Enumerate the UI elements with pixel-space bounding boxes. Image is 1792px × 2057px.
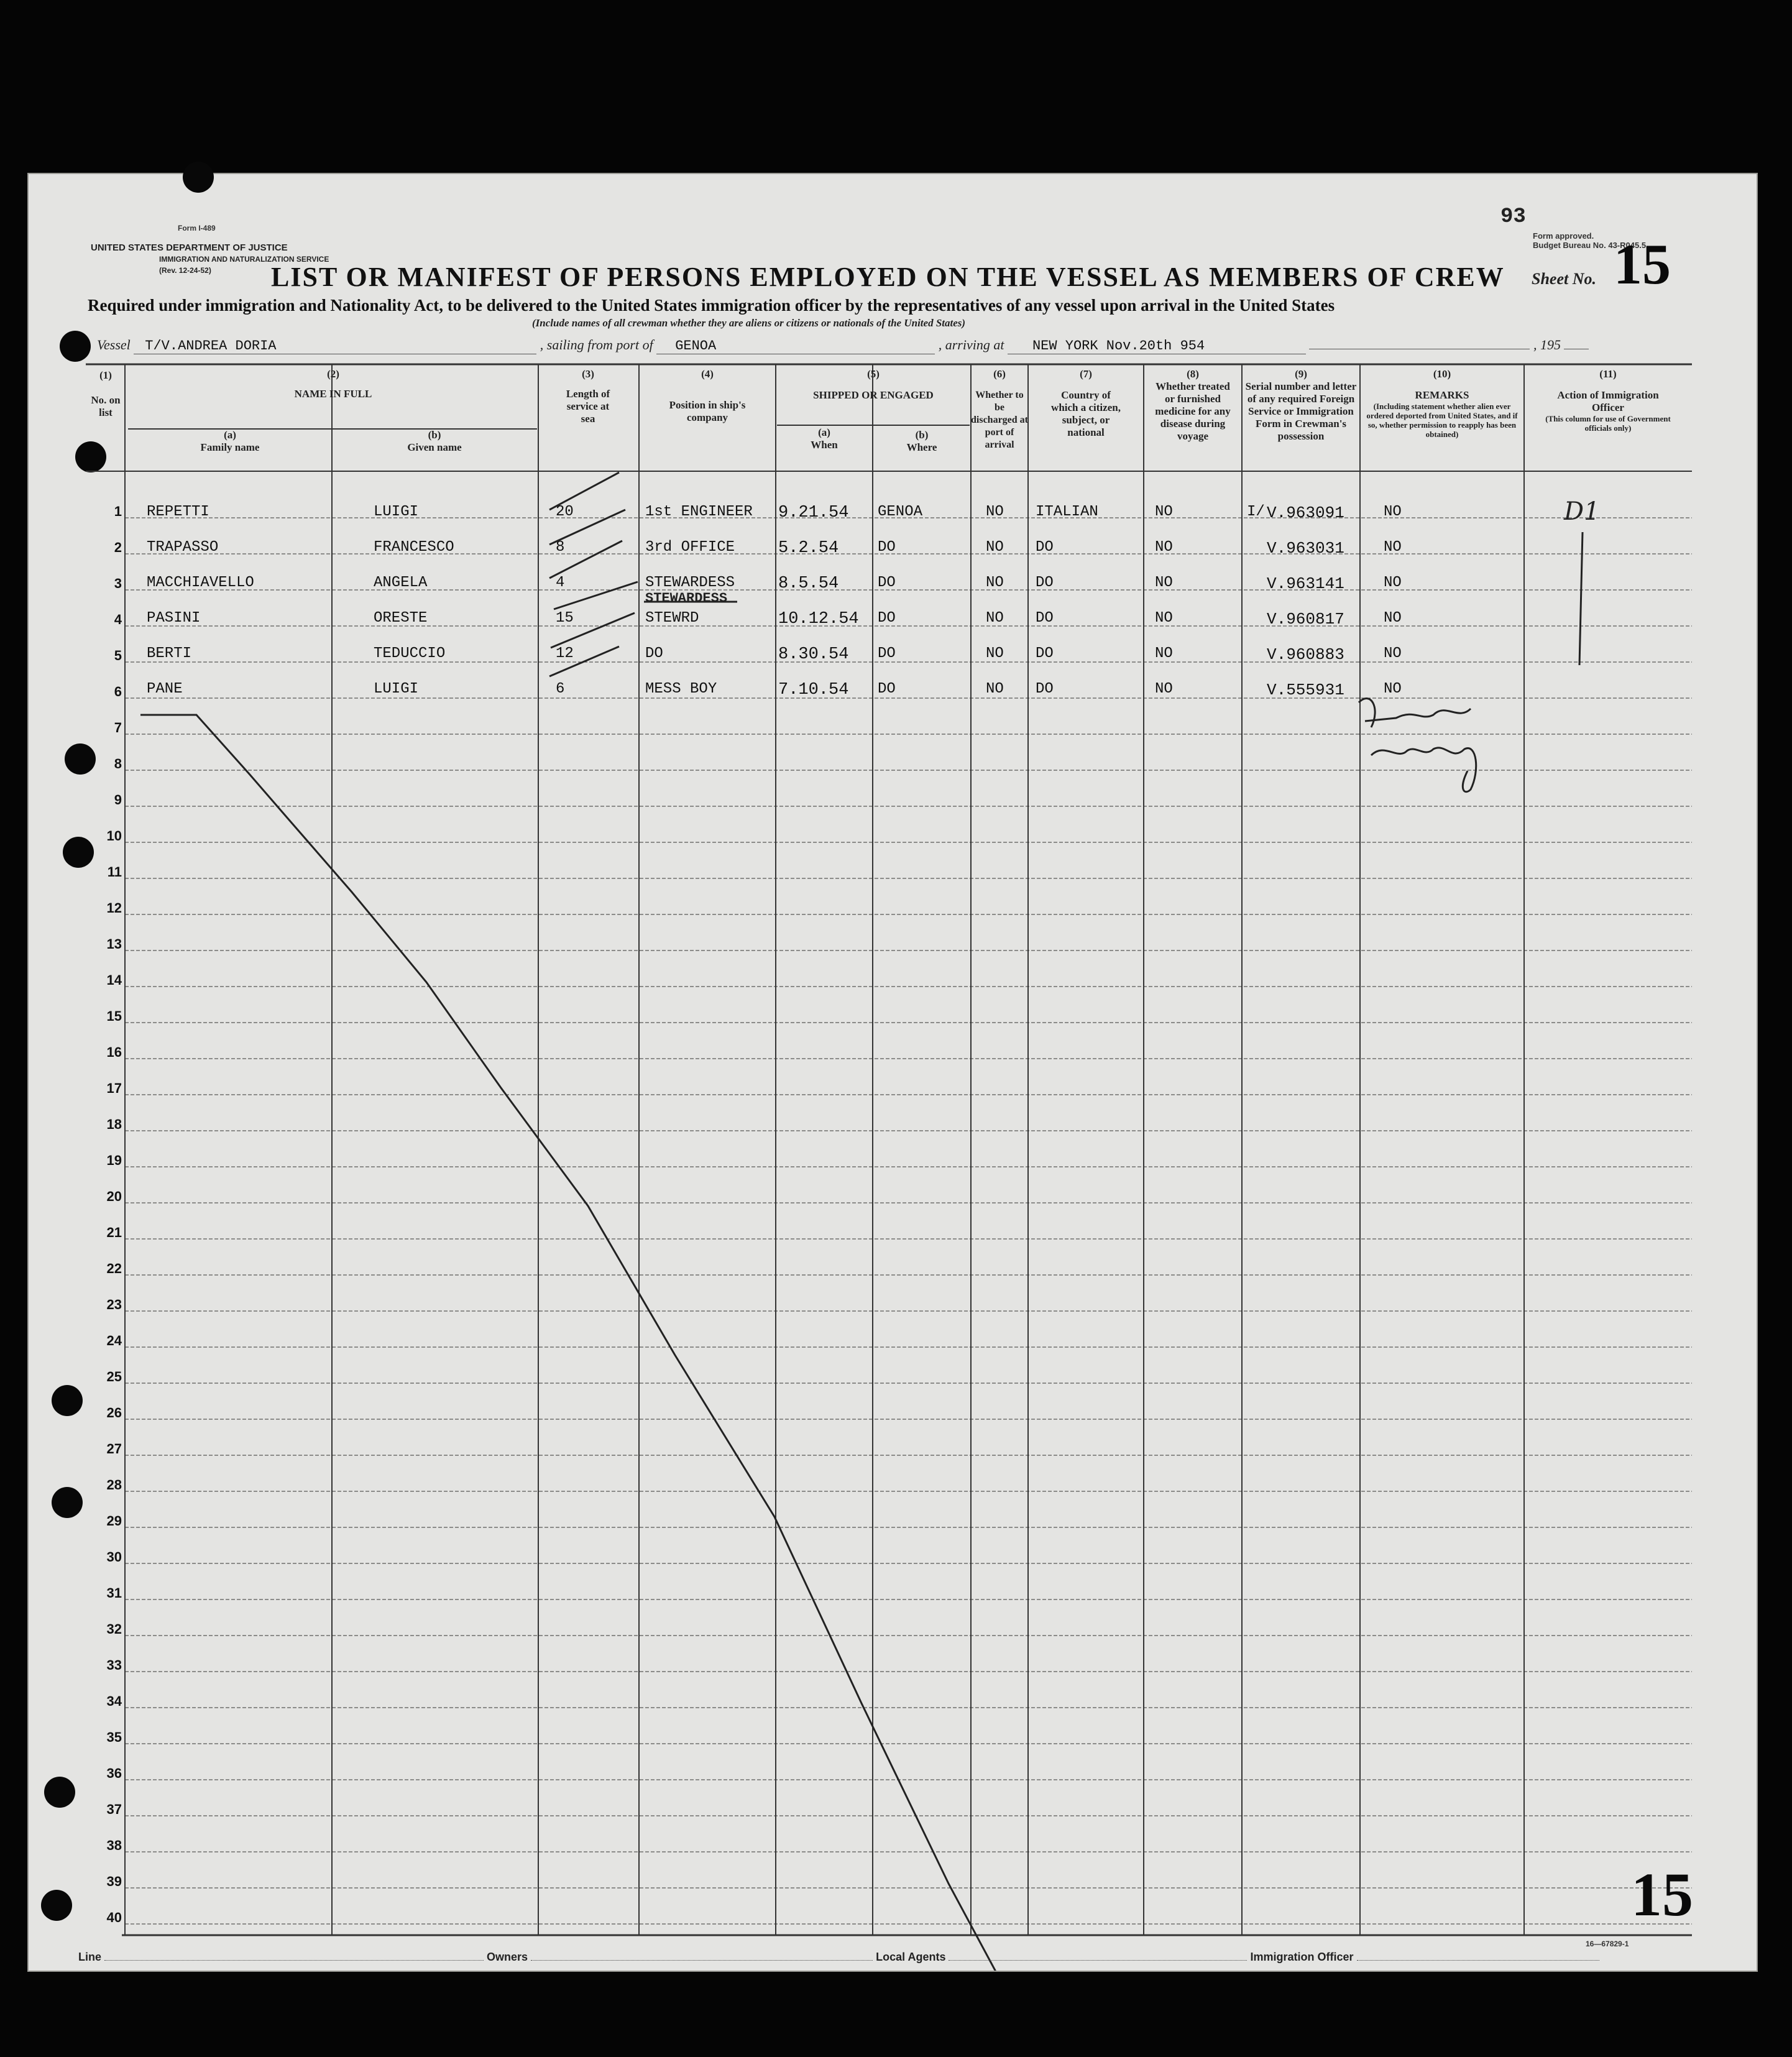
shipped-where: DO	[878, 539, 896, 556]
row-number: 34	[106, 1693, 122, 1709]
country: DO	[1036, 574, 1054, 591]
position: MESS BOY	[645, 681, 717, 697]
serial-number: V.963141	[1267, 574, 1344, 593]
row-number: 2	[114, 540, 122, 555]
footer-owners-label: Owners	[487, 1951, 528, 1963]
include-note: (Include names of all crewman whether they are aliens or citizens or nationals of the United States)	[532, 317, 966, 329]
shipped-when: 8.30.54	[778, 645, 849, 664]
form-approved: Form approved.	[1533, 231, 1594, 241]
discharged: NO	[986, 504, 1004, 520]
service-length: 15	[556, 610, 574, 627]
shipped-where: DO	[878, 681, 896, 697]
serial-prefix: I/	[1247, 504, 1265, 520]
sheet-number: 15	[1614, 232, 1671, 296]
col5b-num: (b)	[915, 429, 929, 441]
serial-number: V.555931	[1267, 681, 1344, 699]
departure-port: GENOA	[656, 338, 935, 354]
row-number: 6	[114, 684, 122, 699]
col7-num: (7)	[1080, 368, 1092, 380]
service-length: 8	[556, 539, 565, 556]
service-length: 12	[556, 645, 574, 662]
col8-num: (8)	[1187, 368, 1199, 380]
col10-num: (10)	[1433, 368, 1451, 380]
remarks: NO	[1384, 539, 1402, 556]
serial-number: V.963031	[1267, 539, 1344, 558]
family-name: MACCHIAVELLO	[147, 574, 254, 591]
service-stroke	[549, 510, 625, 545]
given-name: FRANCESCO	[374, 539, 454, 556]
shipped-where: DO	[878, 610, 896, 627]
footer-officer-label: Immigration Officer	[1250, 1951, 1354, 1963]
service-stroke	[549, 472, 619, 510]
row-number: 28	[106, 1477, 122, 1493]
footer-line-label: Line	[78, 1951, 102, 1963]
row-number: 1	[114, 504, 122, 519]
department-name: UNITED STATES DEPARTMENT OF JUSTICE	[91, 242, 288, 253]
family-name: PANE	[147, 681, 183, 697]
arriving-label: , arriving at	[938, 337, 1004, 352]
vessel-label: Vessel	[97, 337, 131, 352]
col9-num: (9)	[1295, 368, 1307, 380]
row-number: 18	[106, 1116, 122, 1132]
treated: NO	[1155, 645, 1173, 662]
row-number: 26	[106, 1405, 122, 1420]
form-number: Form I-489	[178, 224, 216, 232]
col2-num: (2)	[327, 368, 339, 380]
position: STEWRD	[645, 610, 699, 627]
row-number: 27	[106, 1441, 122, 1456]
row-number: 9	[114, 792, 122, 808]
country: DO	[1036, 539, 1054, 556]
action-note: D1	[1564, 497, 1600, 526]
handwritten-marks	[29, 174, 1757, 1971]
position: 3rd OFFICE	[645, 539, 735, 556]
given-name: LUIGI	[374, 504, 419, 520]
row-number: 33	[106, 1657, 122, 1673]
row-number: 3	[114, 576, 122, 591]
col2a-label: Family name	[200, 441, 260, 453]
shipped-when: 9.21.54	[778, 504, 849, 522]
country: DO	[1036, 681, 1054, 697]
footer-agents-label: Local Agents	[876, 1951, 946, 1963]
col3-label: Length of service at sea	[566, 388, 610, 425]
col7-label: Country of which a citizen, subject, or national	[1051, 389, 1121, 438]
stamp-number: 93	[1500, 205, 1526, 229]
treated: NO	[1155, 610, 1173, 627]
treated: NO	[1155, 539, 1173, 556]
service-length: 20	[556, 504, 574, 520]
row-number: 8	[114, 756, 122, 771]
service-name: IMMIGRATION AND NATURALIZATION SERVICE	[159, 255, 329, 264]
treated: NO	[1155, 504, 1173, 520]
serial-number: V.960883	[1267, 645, 1344, 664]
discharged: NO	[986, 645, 1004, 662]
row-number: 24	[106, 1333, 122, 1348]
col5b-label: Where	[906, 441, 937, 453]
col2a-num: (a)	[224, 429, 236, 441]
row-number: 10	[106, 828, 122, 844]
row-number: 35	[106, 1729, 122, 1745]
print-code: 16—67829-1	[1586, 1940, 1629, 1948]
shipped-when: 5.2.54	[778, 539, 839, 558]
col5a-label: When	[811, 439, 838, 451]
given-name: ANGELA	[374, 574, 428, 591]
cancel-line	[140, 715, 1446, 1971]
action-mark	[1579, 532, 1583, 665]
given-name: TEDUCCIO	[374, 645, 446, 662]
col5-num: (5)	[867, 368, 880, 380]
shipped-where: DO	[878, 574, 896, 591]
treated: NO	[1155, 681, 1173, 697]
service-length: 4	[556, 574, 565, 591]
shipped-where: DO	[878, 645, 896, 662]
form-revision: (Rev. 12-24-52)	[159, 266, 211, 275]
col1-label: No. on list	[91, 394, 121, 418]
col2b-num: (b)	[428, 429, 441, 441]
col10-label: REMARKS	[1415, 389, 1469, 401]
col9-label: Serial number and letter of any required Foreign Service or Immigration Form in Crewman's possession	[1245, 380, 1357, 442]
col2b-label: Given name	[407, 441, 462, 453]
col1-num: (1)	[99, 369, 112, 381]
row-number: 29	[106, 1513, 122, 1529]
row-number: 23	[106, 1297, 122, 1312]
budget-bureau: Budget Bureau No. 43-R045.5.	[1533, 241, 1648, 250]
given-name: LUIGI	[374, 681, 419, 697]
row-number: 32	[106, 1621, 122, 1637]
row-number: 16	[106, 1044, 122, 1060]
col5-label: SHIPPED OR ENGAGED	[813, 389, 934, 401]
row-number: 7	[114, 720, 122, 735]
col6-num: (6)	[993, 368, 1006, 380]
service-stroke	[549, 647, 619, 676]
row-number: 17	[106, 1080, 122, 1096]
row-number: 21	[106, 1225, 122, 1240]
shipped-when: 10.12.54	[778, 610, 859, 628]
service-stroke	[554, 582, 638, 609]
row-number: 40	[106, 1910, 122, 1925]
family-name: REPETTI	[147, 504, 209, 520]
row-number: 36	[106, 1765, 122, 1781]
vessel-name: T/V.ANDREA DORIA	[134, 338, 536, 354]
col10-note: (Including statement whether alien ever ordered deported from United States, and if so, whether permission to reapply has been obtained)	[1366, 402, 1518, 439]
row-number: 25	[106, 1369, 122, 1384]
row-number: 14	[106, 972, 122, 988]
remarks: NO	[1384, 574, 1402, 591]
country: ITALIAN	[1036, 504, 1098, 520]
family-name: PASINI	[147, 610, 201, 627]
col3-num: (3)	[582, 368, 594, 380]
discharged: NO	[986, 574, 1004, 591]
shipped-when: 7.10.54	[778, 681, 849, 699]
bottom-sheet-number: 15	[1631, 1860, 1693, 1929]
year-suffix: , 195	[1533, 337, 1561, 352]
manifest-sheet	[27, 173, 1758, 1972]
discharged: NO	[986, 539, 1004, 556]
given-name: ORESTE	[374, 610, 428, 627]
shipped-when: 8.5.54	[778, 574, 839, 593]
row-number: 19	[106, 1153, 122, 1168]
service-length: 6	[556, 681, 565, 697]
col2-label: NAME IN FULL	[294, 388, 372, 400]
col8-label: Whether treated or furnished medicine for any disease during voyage	[1155, 380, 1231, 442]
sheet-label: Sheet No.	[1532, 270, 1596, 288]
row-number: 15	[106, 1008, 122, 1024]
family-name: BERTI	[147, 645, 192, 662]
shipped-where: GENOA	[878, 504, 923, 520]
row-number: 5	[114, 648, 122, 663]
row-number: 37	[106, 1802, 122, 1817]
page-title: LIST OR MANIFEST OF PERSONS EMPLOYED ON THE VESSEL AS MEMBERS OF CREW	[271, 262, 1505, 292]
row-number: 13	[106, 936, 122, 952]
country: DO	[1036, 645, 1054, 662]
serial-number: V.960817	[1267, 610, 1344, 628]
position-struck: STEWARDESS	[645, 591, 728, 606]
position: STEWARDESS	[645, 574, 735, 591]
col4-label: Position in ship's company	[669, 399, 746, 423]
discharged: NO	[986, 610, 1004, 627]
col11-label: Action of Immigration Officer	[1557, 389, 1659, 413]
row-number: 30	[106, 1549, 122, 1565]
remarks: NO	[1384, 645, 1402, 662]
col11-num: (11)	[1599, 368, 1617, 380]
row-number: 4	[114, 612, 122, 627]
discharged: NO	[986, 681, 1004, 697]
requirement-text: Required under immigration and Nationality Act, to be delivered to the United States immigration officer by the representatives of any vessel upon arrival in the United States	[88, 296, 1335, 315]
position: DO	[645, 645, 663, 662]
col6-label: Whether to be discharged at port of arrival	[971, 390, 1028, 450]
service-stroke	[549, 541, 622, 578]
row-number: 39	[106, 1874, 122, 1889]
remarks: NO	[1384, 681, 1402, 697]
footer-line	[78, 1951, 1599, 1964]
row-number: 22	[106, 1261, 122, 1276]
col4-num: (4)	[701, 368, 714, 380]
row-number: 12	[106, 900, 122, 916]
remarks: NO	[1384, 610, 1402, 627]
row-number: 31	[106, 1585, 122, 1601]
row-number: 11	[107, 864, 122, 880]
serial-number: V.963091	[1267, 504, 1344, 522]
remarks: NO	[1384, 504, 1402, 520]
col5a-num: (a)	[818, 426, 830, 438]
col11-note: (This column for use of Government officials only)	[1545, 414, 1671, 433]
row-number: 20	[106, 1189, 122, 1204]
row-number: 38	[106, 1838, 122, 1853]
arrival-info: NEW YORK Nov.20th 954	[1008, 338, 1306, 354]
family-name: TRAPASSO	[147, 539, 219, 556]
country: DO	[1036, 610, 1054, 627]
sailing-label: , sailing from port of	[540, 337, 653, 352]
treated: NO	[1155, 574, 1173, 591]
service-stroke	[551, 613, 635, 648]
position: 1st ENGINEER	[645, 504, 753, 520]
